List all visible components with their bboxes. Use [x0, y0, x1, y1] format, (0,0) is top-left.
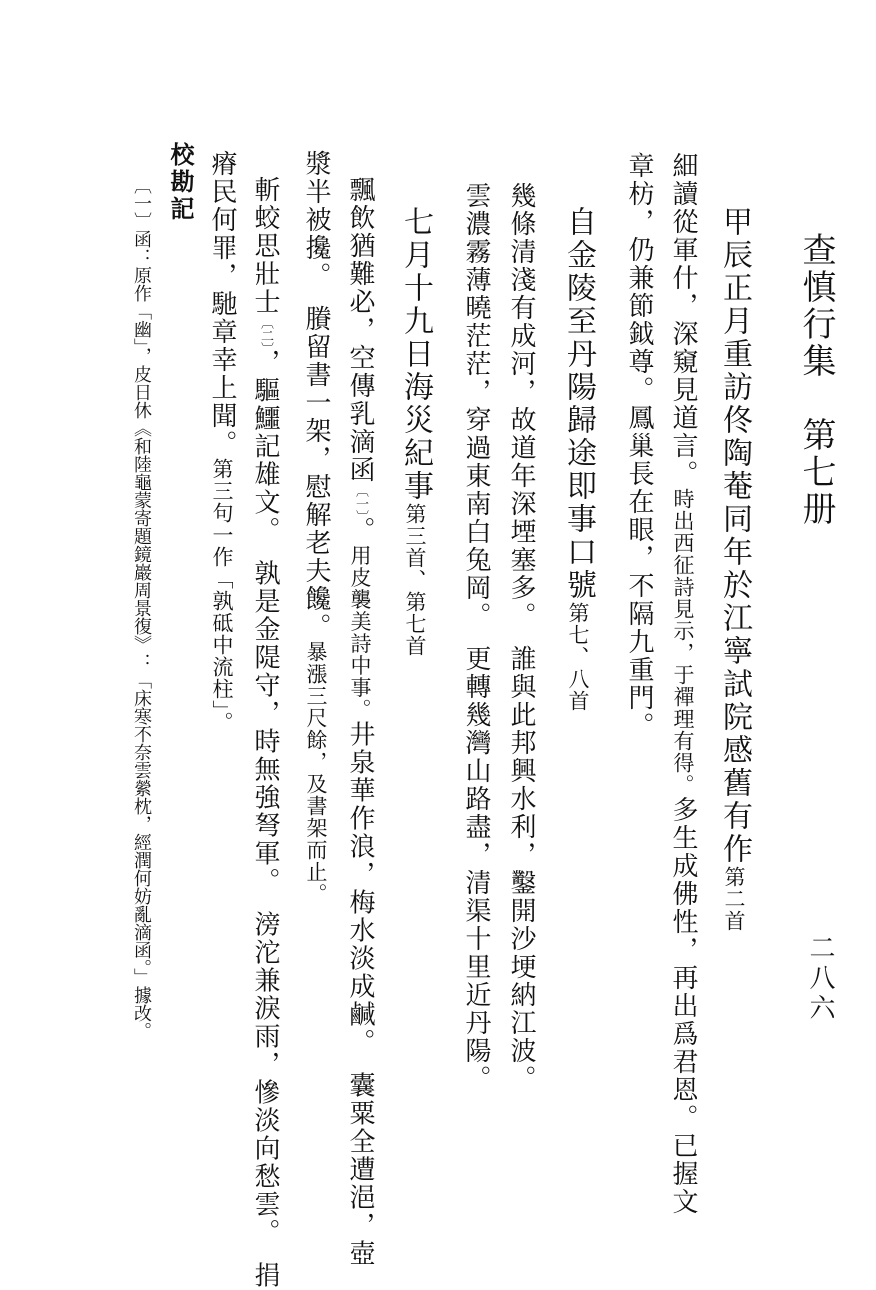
- verse-text: 鳳巢長在眼，不隔九重門。: [624, 404, 654, 740]
- verse-text: 漿半被攙。 賸留書一架，慰解老夫饞。: [301, 150, 331, 641]
- poem-line: [626, 152, 652, 740]
- poem-line: [209, 150, 235, 734]
- poem-title: [717, 206, 752, 932]
- verse-note: 暴漲三尺餘，及書架而止。: [304, 641, 328, 905]
- poem-title: [398, 206, 433, 657]
- poem-line: 雲濃霧薄曉茫茫，穿過東南白兔岡。 更轉幾灣山路盡，清渠十里近丹陽。: [461, 182, 491, 1093]
- collation-note: 〔一〕函：原作「幽」，皮日休《和陸龜蒙寄題鏡巖周景復》：「床寒不奈雲縈枕，經潤何妨亂滴函。」據改。: [131, 176, 152, 1040]
- verse-text: 已握文: [668, 1132, 698, 1216]
- poem-title-text: 自金陵至丹陽歸途即事口號: [561, 206, 596, 602]
- poem-title-note: 第三首、第七首: [403, 503, 427, 657]
- poem-line: 幾條清淺有成河，故道年深堙塞多。 誰與此邦興水利，鑿開沙埂納江波。: [506, 182, 536, 1093]
- poem-title-text: 甲辰正月重訪佟陶菴同年於江寧試院感舊有作: [717, 206, 752, 866]
- verse-text: 多生成佛性，再出爲君恩。: [668, 796, 698, 1132]
- verse-note: 時出西征詩見示，于禪理有得。: [671, 488, 695, 796]
- poem-title: [561, 206, 596, 712]
- running-header-title: 查慎行集 第七册: [796, 232, 836, 528]
- verse-text: 細讀從軍什，深窺見道言。: [668, 152, 698, 488]
- footnote-marker: 〔一〕: [353, 484, 368, 517]
- verse-text: 瘠民何罪，馳章幸上聞。: [207, 150, 237, 458]
- poem-line: [347, 176, 373, 1268]
- poem-line: [252, 176, 278, 1290]
- page-number: 二八六: [805, 934, 835, 1024]
- footnote-marker: 〔二〕: [258, 316, 273, 349]
- poem-line: [303, 150, 329, 905]
- verse-text: ，驅鱷記雄文。 孰是金隄守，時無強弩軍。 滂沱兼淚雨，慘淡向愁雲。 捐: [250, 348, 280, 1290]
- verse-note: 第三句一作「孰砥中流柱」。: [210, 458, 234, 734]
- verse-text: 井泉華作浪，梅水淡成鹹。 囊粟全遭浥，壺: [345, 720, 375, 1268]
- collation-heading: 校勘記: [166, 142, 194, 223]
- verse-note: 用皮襲美詩中事。: [348, 544, 372, 721]
- poem-title-text: 七月十九日海災紀事: [398, 206, 433, 503]
- verse-text: 。: [345, 516, 375, 545]
- poem-title-note: 第七、八首: [566, 602, 590, 712]
- verse-text: 斬蛟思壯士: [250, 176, 280, 316]
- verse-text: 章枋，仍兼節鉞尊。: [624, 152, 654, 404]
- verse-text: 飄飲猶難必，空傳乳滴函: [345, 176, 375, 484]
- poem-title-note: 第二首: [722, 866, 746, 932]
- poem-line: [670, 152, 696, 1216]
